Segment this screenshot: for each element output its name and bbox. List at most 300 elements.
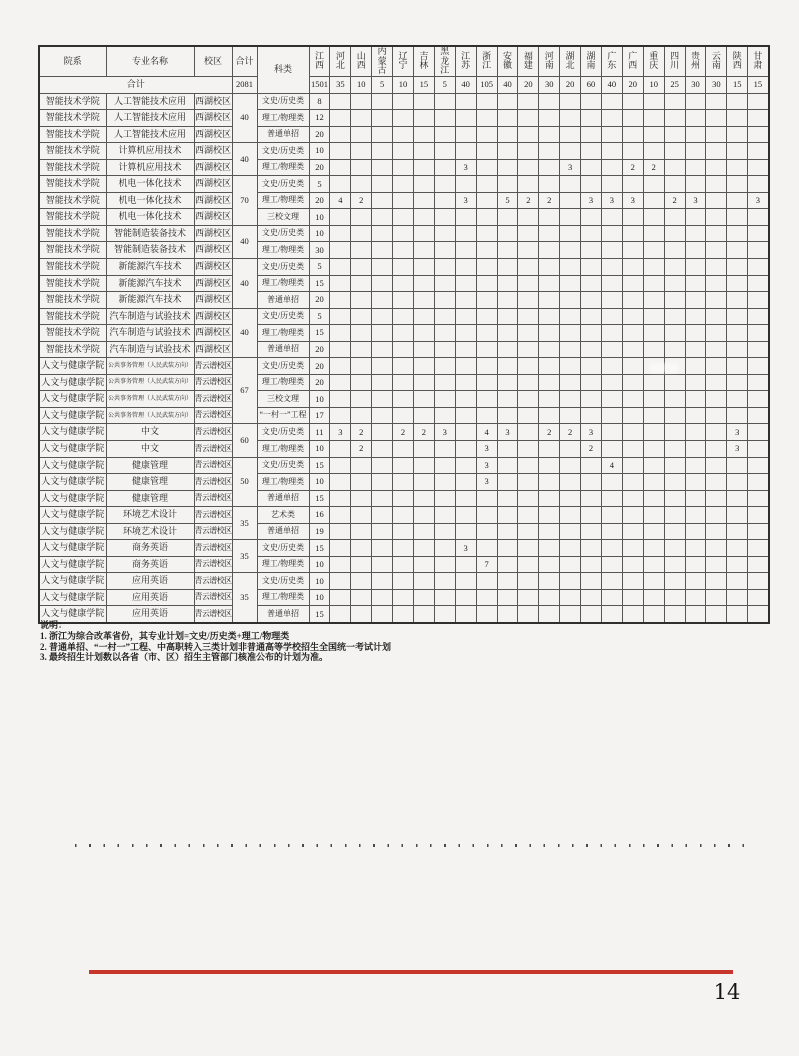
quota-cell (497, 93, 518, 110)
quota-cell (539, 209, 560, 226)
quota-cell (601, 556, 622, 573)
quota-cell (560, 176, 581, 193)
quota-cell (497, 507, 518, 524)
group-total-cell: 67 (232, 358, 257, 424)
summary-quota: 20 (560, 76, 581, 93)
quota-cell (601, 507, 622, 524)
quota-cell (455, 242, 476, 259)
summary-quota: 40 (601, 76, 622, 93)
summary-total: 2081 (232, 76, 257, 93)
quota-cell (518, 556, 539, 573)
group-total-cell: 35 (232, 540, 257, 573)
category-cell: 三校文理 (257, 209, 309, 226)
quota-cell (622, 523, 643, 540)
major-cell: 汽车制造与试验技术 (106, 341, 194, 358)
summary-quota: 40 (455, 76, 476, 93)
quota-cell (748, 424, 769, 441)
dept-cell: 智能技术学院 (39, 192, 106, 209)
dept-cell: 智能技术学院 (39, 93, 106, 110)
campus-cell: 西湖校区 (194, 176, 232, 193)
quota-cell (601, 209, 622, 226)
major-cell: 中文 (106, 424, 194, 441)
quota-cell (748, 374, 769, 391)
quota-cell (476, 110, 497, 127)
quota-cell (434, 93, 455, 110)
dept-cell: 人文与健康学院 (39, 556, 106, 573)
col-header-province: 江苏 (455, 46, 476, 76)
quota-cell (476, 308, 497, 325)
quota-cell (372, 523, 393, 540)
quota-cell: 3 (748, 192, 769, 209)
quota-cell (518, 573, 539, 590)
quota-cell (413, 523, 434, 540)
quota-cell (601, 589, 622, 606)
quota-cell (413, 258, 434, 275)
quota-cell (393, 507, 414, 524)
quota-cell (393, 143, 414, 160)
summary-quota: 10 (393, 76, 414, 93)
table-row (39, 573, 769, 590)
col-header-province: 河北 (330, 46, 351, 76)
quota-cell (330, 523, 351, 540)
quota-cell (643, 507, 664, 524)
quota-cell (643, 440, 664, 457)
quota-cell (393, 209, 414, 226)
quota-cell (497, 358, 518, 375)
quota-cell (622, 325, 643, 342)
quota-cell (413, 490, 434, 507)
quota-cell (351, 457, 372, 474)
category-cell: 艺术类 (257, 507, 309, 524)
quota-cell (518, 523, 539, 540)
quota-cell: 30 (309, 242, 330, 259)
quota-cell (727, 143, 748, 160)
quota-cell (351, 556, 372, 573)
quota-cell: 20 (309, 159, 330, 176)
table-row (39, 209, 769, 226)
quota-cell (476, 573, 497, 590)
quota-cell (685, 176, 706, 193)
quota-cell (622, 589, 643, 606)
quota-cell (560, 110, 581, 127)
quota-cell (434, 507, 455, 524)
quota-cell (748, 490, 769, 507)
dept-cell: 人文与健康学院 (39, 523, 106, 540)
quota-cell (497, 308, 518, 325)
quota-cell (413, 407, 434, 424)
quota-cell (330, 159, 351, 176)
group-total-cell: 50 (232, 457, 257, 507)
quota-cell (434, 457, 455, 474)
dept-cell: 人文与健康学院 (39, 407, 106, 424)
quota-cell (560, 589, 581, 606)
quota-cell (455, 358, 476, 375)
quota-cell: 3 (622, 192, 643, 209)
quota-cell (706, 242, 727, 259)
category-cell: 理工/物理类 (257, 556, 309, 573)
quota-cell (727, 474, 748, 491)
quota-cell (560, 258, 581, 275)
quota-cell (330, 556, 351, 573)
quota-cell (643, 424, 664, 441)
quota-cell (372, 143, 393, 160)
quota-cell (351, 258, 372, 275)
group-total-cell: 40 (232, 93, 257, 143)
quota-cell (393, 374, 414, 391)
quota-cell (330, 341, 351, 358)
quota-cell (748, 606, 769, 623)
quota-cell (560, 93, 581, 110)
quota-cell (393, 325, 414, 342)
quota-cell (434, 209, 455, 226)
notes-block (40, 620, 740, 663)
campus-cell: 西湖校区 (194, 209, 232, 226)
quota-cell (664, 474, 685, 491)
quota-cell (539, 341, 560, 358)
quota-cell (601, 440, 622, 457)
summary-quota: 30 (539, 76, 560, 93)
major-cell: 公共事务管理（人民武装方向） (106, 374, 194, 391)
quota-cell (706, 176, 727, 193)
quota-cell (455, 374, 476, 391)
quota-cell (581, 258, 602, 275)
quota-cell: 4 (601, 457, 622, 474)
quota-cell (393, 457, 414, 474)
quota-cell (351, 391, 372, 408)
quota-cell (727, 490, 748, 507)
quota-cell (727, 159, 748, 176)
quota-cell (706, 275, 727, 292)
quota-cell (685, 556, 706, 573)
quota-cell (685, 490, 706, 507)
category-cell: “一村一”工程 (257, 407, 309, 424)
quota-cell (497, 209, 518, 226)
quota-cell: 2 (560, 424, 581, 441)
quota-cell (330, 258, 351, 275)
quota-cell (518, 209, 539, 226)
quota-cell (372, 440, 393, 457)
campus-cell: 青云谱校区 (194, 589, 232, 606)
quota-cell (330, 440, 351, 457)
footer-red-rule (89, 970, 733, 974)
quota-cell (434, 391, 455, 408)
quota-cell (622, 126, 643, 143)
quota-cell (372, 407, 393, 424)
major-cell: 人工智能技术应用 (106, 110, 194, 127)
quota-cell (497, 540, 518, 557)
category-cell: 三校文理 (257, 391, 309, 408)
category-cell: 文史/历史类 (257, 143, 309, 160)
quota-cell (748, 209, 769, 226)
summary-quota: 60 (581, 76, 602, 93)
col-header-dept: 院系 (39, 46, 106, 76)
quota-cell (643, 225, 664, 242)
col-header-province: 四川 (664, 46, 685, 76)
quota-cell (330, 225, 351, 242)
quota-cell (372, 424, 393, 441)
quota-cell (539, 358, 560, 375)
table-row (39, 589, 769, 606)
quota-cell: 3 (727, 424, 748, 441)
quota-cell (664, 258, 685, 275)
quota-cell (622, 93, 643, 110)
quota-cell (476, 93, 497, 110)
quota-cell (664, 325, 685, 342)
quota-cell: 3 (581, 424, 602, 441)
quota-cell (706, 93, 727, 110)
quota-cell (727, 507, 748, 524)
quota-cell (518, 507, 539, 524)
quota-cell (539, 143, 560, 160)
quota-cell (622, 308, 643, 325)
major-cell: 人工智能技术应用 (106, 126, 194, 143)
quota-cell (476, 507, 497, 524)
quota-cell (539, 93, 560, 110)
quota-cell (476, 275, 497, 292)
quota-cell (351, 540, 372, 557)
quota-cell (581, 407, 602, 424)
quota-cell (685, 407, 706, 424)
quota-cell: 12 (309, 110, 330, 127)
quota-cell: 5 (309, 308, 330, 325)
quota-cell: 15 (309, 275, 330, 292)
quota-cell (664, 242, 685, 259)
quota-cell (581, 159, 602, 176)
quota-cell (539, 507, 560, 524)
campus-cell: 青云谱校区 (194, 358, 232, 375)
quota-cell (539, 308, 560, 325)
quota-cell: 7 (476, 556, 497, 573)
category-cell: 文史/历史类 (257, 358, 309, 375)
campus-cell: 青云谱校区 (194, 407, 232, 424)
quota-cell: 20 (309, 192, 330, 209)
quota-cell (727, 192, 748, 209)
quota-cell (497, 474, 518, 491)
quota-cell (476, 341, 497, 358)
quota-cell (351, 110, 372, 127)
table-row (39, 110, 769, 127)
col-header-province: 福建 (518, 46, 539, 76)
quota-cell (664, 507, 685, 524)
quota-cell (434, 358, 455, 375)
quota-cell (351, 176, 372, 193)
quota-cell (685, 540, 706, 557)
quota-cell (455, 474, 476, 491)
quota-cell (330, 391, 351, 408)
quota-cell (497, 225, 518, 242)
quota-cell (727, 391, 748, 408)
category-cell: 理工/物理类 (257, 325, 309, 342)
campus-cell: 青云谱校区 (194, 540, 232, 557)
quota-cell (706, 507, 727, 524)
dept-cell: 智能技术学院 (39, 292, 106, 309)
quota-cell (455, 292, 476, 309)
quota-cell: 10 (309, 209, 330, 226)
quota-cell (664, 93, 685, 110)
quota-cell (518, 341, 539, 358)
quota-cell (539, 474, 560, 491)
quota-cell (393, 407, 414, 424)
quota-cell (351, 374, 372, 391)
category-cell: 理工/物理类 (257, 474, 309, 491)
quota-cell: 2 (539, 424, 560, 441)
quota-cell: 4 (330, 192, 351, 209)
quota-cell (727, 341, 748, 358)
quota-cell: 3 (476, 474, 497, 491)
quota-cell (685, 341, 706, 358)
quota-cell: 3 (434, 424, 455, 441)
quota-cell (685, 589, 706, 606)
quota-cell (476, 242, 497, 259)
quota-cell: 10 (309, 573, 330, 590)
quota-cell (539, 540, 560, 557)
quota-cell (727, 110, 748, 127)
major-cell: 新能源汽车技术 (106, 258, 194, 275)
quota-cell: 10 (309, 143, 330, 160)
table-row (39, 407, 769, 424)
quota-cell (455, 457, 476, 474)
quota-cell (476, 358, 497, 375)
quota-cell (539, 440, 560, 457)
quota-cell (351, 589, 372, 606)
quota-cell (330, 507, 351, 524)
quota-cell: 8 (309, 93, 330, 110)
notes-title: 说明： (40, 620, 68, 630)
quota-cell (581, 540, 602, 557)
quota-cell (643, 523, 664, 540)
quota-cell (351, 341, 372, 358)
quota-cell (455, 93, 476, 110)
quota-cell (539, 126, 560, 143)
col-header-province: 河南 (539, 46, 560, 76)
quota-cell (330, 573, 351, 590)
quota-cell (497, 341, 518, 358)
dept-cell: 智能技术学院 (39, 275, 106, 292)
campus-cell: 西湖校区 (194, 325, 232, 342)
quota-cell (706, 192, 727, 209)
quota-cell (601, 126, 622, 143)
table-row (39, 176, 769, 193)
table-row (39, 391, 769, 408)
quota-cell (455, 341, 476, 358)
summary-quota: 20 (622, 76, 643, 93)
group-total-cell: 40 (232, 258, 257, 308)
category-cell: 文史/历史类 (257, 308, 309, 325)
quota-cell: 19 (309, 523, 330, 540)
quota-cell (330, 308, 351, 325)
quota-cell (372, 507, 393, 524)
dept-cell: 智能技术学院 (39, 126, 106, 143)
quota-cell (748, 275, 769, 292)
quota-cell (330, 242, 351, 259)
quota-cell (372, 292, 393, 309)
quota-cell (497, 325, 518, 342)
quota-cell (393, 490, 414, 507)
quota-cell (727, 374, 748, 391)
quota-cell (706, 474, 727, 491)
quota-cell (330, 358, 351, 375)
quota-cell: 15 (309, 606, 330, 623)
quota-cell (643, 573, 664, 590)
quota-cell (664, 589, 685, 606)
quota-cell (518, 440, 539, 457)
quota-cell (372, 176, 393, 193)
dept-cell: 智能技术学院 (39, 341, 106, 358)
quota-cell (622, 258, 643, 275)
quota-cell (434, 540, 455, 557)
quota-cell: 3 (685, 192, 706, 209)
summary-row (39, 76, 769, 93)
major-cell: 汽车制造与试验技术 (106, 308, 194, 325)
quota-cell (601, 275, 622, 292)
quota-cell (518, 358, 539, 375)
dept-cell: 智能技术学院 (39, 143, 106, 160)
group-total-cell: 40 (232, 143, 257, 176)
quota-cell (601, 93, 622, 110)
quota-cell (643, 292, 664, 309)
quota-cell (372, 341, 393, 358)
quota-cell (706, 440, 727, 457)
quota-cell (748, 93, 769, 110)
quota-cell (518, 292, 539, 309)
quota-cell (518, 308, 539, 325)
quota-cell: 3 (455, 159, 476, 176)
quota-cell (372, 358, 393, 375)
quota-cell (413, 358, 434, 375)
major-cell: 商务英语 (106, 540, 194, 557)
category-cell: 普通单招 (257, 341, 309, 358)
quota-cell (643, 540, 664, 557)
major-cell: 中文 (106, 440, 194, 457)
col-header-province: 广西 (622, 46, 643, 76)
quota-cell (748, 358, 769, 375)
quota-cell (330, 457, 351, 474)
quota-cell (748, 176, 769, 193)
quota-cell (330, 176, 351, 193)
col-header-total: 合计 (232, 46, 257, 76)
quota-cell: 10 (309, 440, 330, 457)
quota-cell (727, 126, 748, 143)
quota-cell (643, 308, 664, 325)
quota-cell (727, 275, 748, 292)
quota-cell (664, 374, 685, 391)
table-row (39, 308, 769, 325)
major-cell: 机电一体化技术 (106, 209, 194, 226)
quota-cell (685, 110, 706, 127)
quota-cell (664, 391, 685, 408)
quota-cell (393, 176, 414, 193)
quota-cell (393, 93, 414, 110)
quota-cell (601, 258, 622, 275)
quota-cell (393, 308, 414, 325)
major-cell: 环境艺术设计 (106, 523, 194, 540)
quota-cell (518, 176, 539, 193)
quota-cell (601, 341, 622, 358)
category-cell: 文史/历史类 (257, 424, 309, 441)
quota-cell (727, 258, 748, 275)
summary-quota: 105 (476, 76, 497, 93)
quota-cell (706, 358, 727, 375)
quota-cell (581, 143, 602, 160)
quota-cell (413, 589, 434, 606)
quota-cell (497, 573, 518, 590)
dept-cell: 智能技术学院 (39, 159, 106, 176)
quota-cell (393, 192, 414, 209)
quota-cell (748, 556, 769, 573)
quota-cell (706, 424, 727, 441)
category-cell: 文史/历史类 (257, 176, 309, 193)
category-cell: 理工/物理类 (257, 192, 309, 209)
